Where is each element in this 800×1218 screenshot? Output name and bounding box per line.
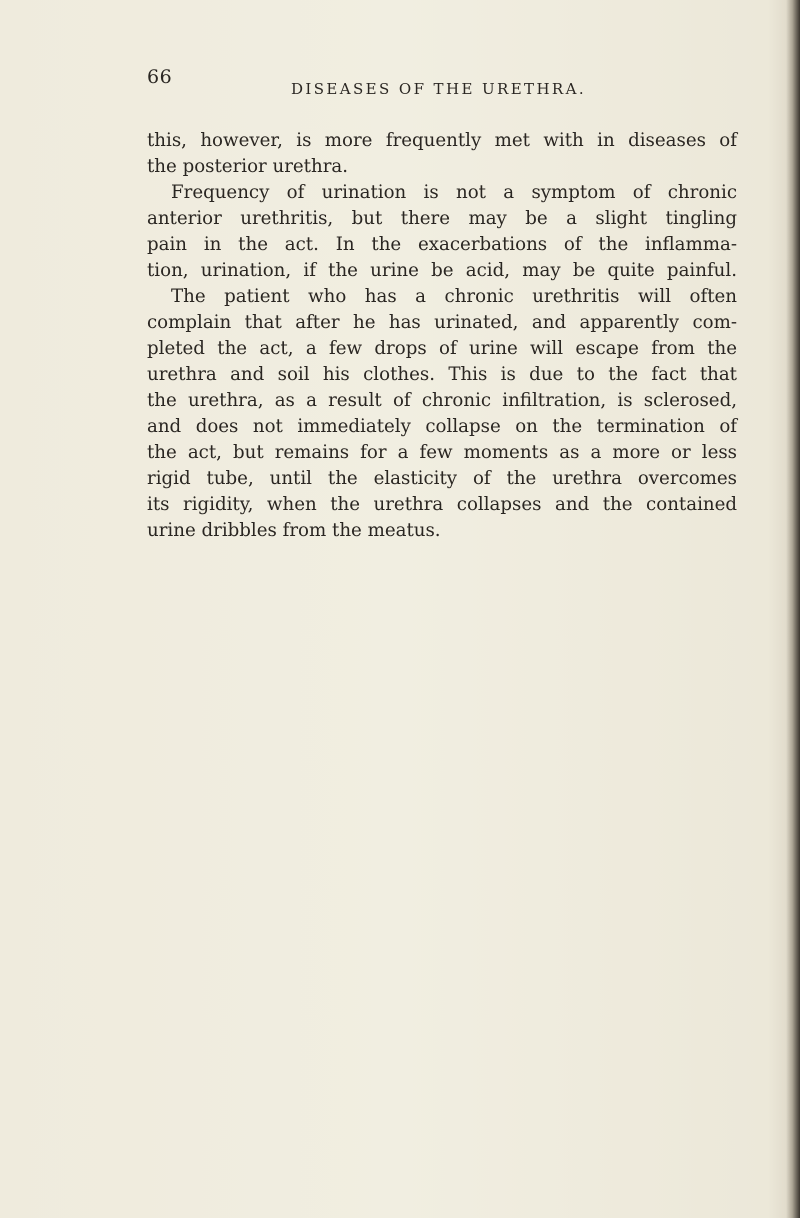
page-edge-shadow [786, 0, 800, 1218]
text-line: urine dribbles from the meatus. [147, 520, 441, 541]
text-line: pain in the act. In the exacerbations of the inflamma- [147, 234, 737, 255]
running-head [147, 66, 707, 96]
text-line: anterior urethritis, but there may be a slight tingling [147, 208, 737, 229]
text-line: this, however, is more frequently met with in diseases of [147, 130, 737, 151]
text-line: the posterior urethra. [147, 156, 349, 177]
text-line: the act, but remains for a few moments as a more or less [147, 442, 737, 463]
text-line: its rigidity, when the urethra collapses and the contained [147, 494, 737, 515]
body-text [147, 128, 737, 544]
text-line: complain that after he has urinated, and apparently com- [147, 312, 737, 333]
text-line: urethra and soil his clothes. This is due to the fact that [147, 364, 737, 385]
running-title: DISEASES OF THE URETHRA. [291, 80, 587, 98]
page-number: 66 [147, 66, 173, 88]
text-line: pleted the act, a few drops of urine will escape from the [147, 338, 737, 359]
text-line: rigid tube, until the elasticity of the urethra overcomes [147, 468, 737, 489]
text-line: tion, urination, if the urine be acid, may be quite painful. [147, 260, 737, 281]
text-line: Frequency of urination is not a symptom of chronic [171, 182, 737, 203]
text-line: and does not immediately collapse on the termination of [147, 416, 737, 437]
text-line: the urethra, as a result of chronic infiltration, is sclerosed, [147, 390, 737, 411]
text-line: The patient who has a chronic urethritis will often [171, 286, 737, 307]
